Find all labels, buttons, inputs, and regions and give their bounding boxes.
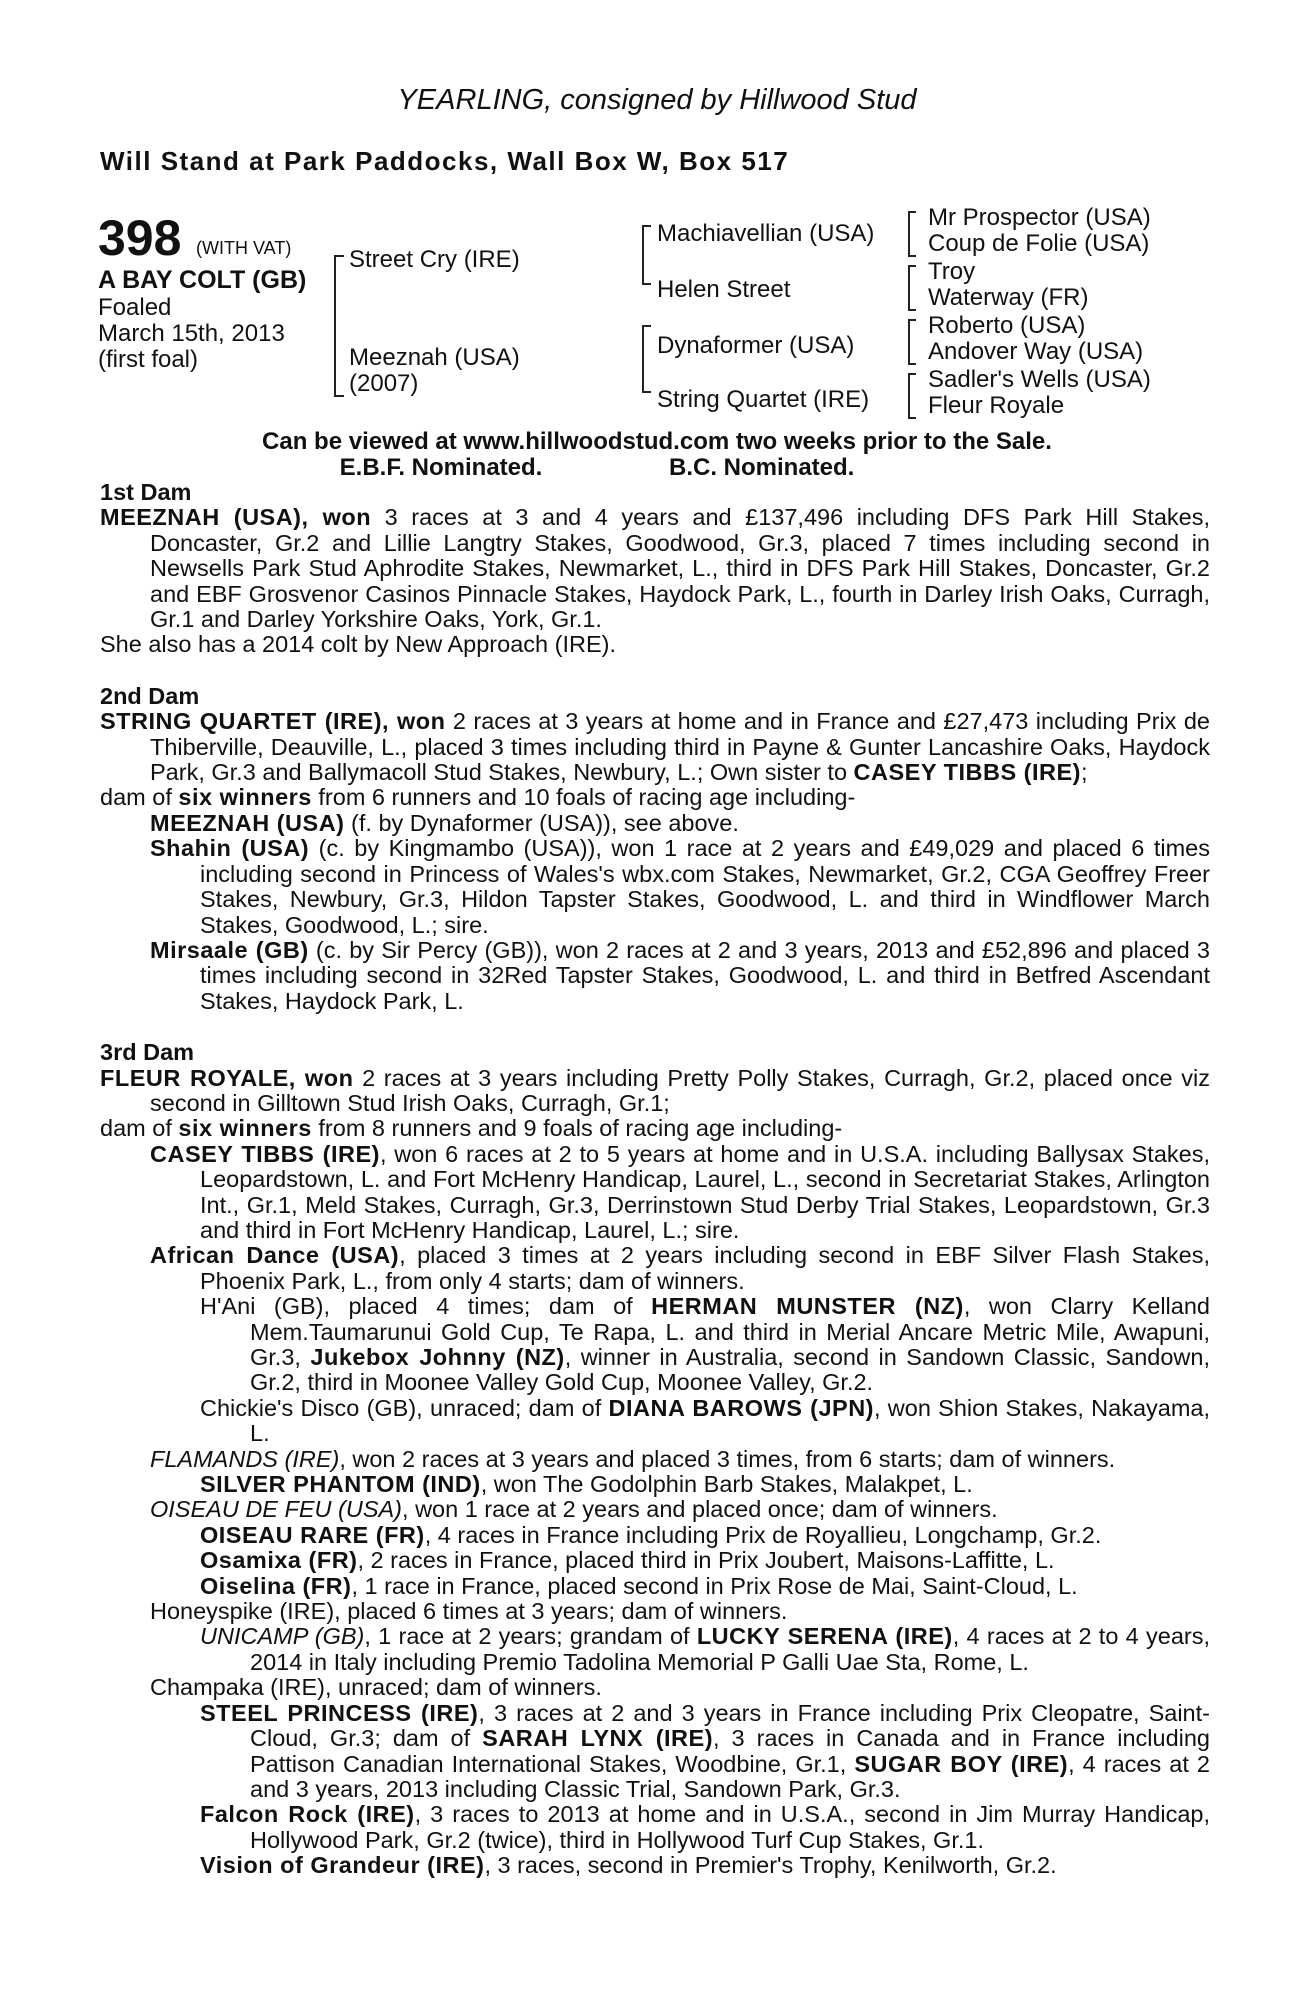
produce-text: , placed 3 times at 2 years including second in EBF Silver Flash Stakes, Phoenix Park, L., from only 4 starts; dam of winners. bbox=[200, 1242, 1211, 1294]
produce-text: , 3 races to 2013 at home and in U.S.A., second in Jim Murray Handicap, Hollywood Park, Gr.2 (twice), third in Hollywood Turf Cup Stakes, Gr.1. bbox=[250, 1801, 1210, 1853]
dam2-sister: CASEY TIBBS (IRE) bbox=[853, 759, 1081, 786]
produce-entry bbox=[100, 938, 1210, 1014]
produce-entry bbox=[100, 836, 1210, 938]
produce-text: (c. by Kingmambo (USA)), won 1 race at 2 years and £49,029 and placed 6 times including second in Princess of Wales's wbx.com Stakes, Newmarket, Gr.2, CGA Geoffrey Freer Stakes, Newbury, Gr.3, Hildon Tapster Stakes, Goodwood, L. and third in Windflower March Stakes, Goodwood, L.; sire. bbox=[200, 835, 1211, 938]
produce-text: Chickie's Disco (GB), unraced; dam of bbox=[200, 1394, 609, 1421]
produce-text: (c. by Sir Percy (GB)), won 2 races at 2 and 3 years, 2013 and £52,896 and placed 3 times including second in 32Red Tapster Stakes, Goodwood, L. and third in Betfred Ascendant Stakes, Haydock Park, L. bbox=[200, 936, 1210, 1014]
stand-location: Will Stand at Park Paddocks, Wall Box W, Box 517 bbox=[100, 146, 790, 176]
produce-text: , won Clarry Kelland Mem.Taumarunui Gold Cup, Te Rapa, L. and third in Merial Ancare Metric Mile, Awapuni, Gr.3, bbox=[250, 1293, 1210, 1370]
produce-entry bbox=[100, 1624, 1210, 1675]
produce-entry bbox=[100, 1294, 1210, 1396]
produce-text: , 4 races at 2 and 3 years, 2013 including Classic Trial, Sandown Park, Gr.3. bbox=[250, 1750, 1210, 1802]
lot-name: A BAY COLT (GB) bbox=[98, 266, 307, 294]
produce-entry bbox=[100, 1447, 1210, 1472]
produce-entry bbox=[100, 1802, 1210, 1853]
produce-name: STEEL PRINCESS (IRE) bbox=[200, 1699, 479, 1726]
produce-name: African Dance (USA) bbox=[150, 1242, 400, 1269]
dam1-text: 3 races at 3 and 4 years and £137,496 including DFS Park Hill Stakes, Doncaster, Gr.2 and Lillie Langtry Stakes, Goodwood, Gr.3, placed 7 times including second in Newsells Park Stud Aphrodite Stakes, Newmarket, L., third in DFS Park Hill Stakes, Doncaster, Gr.2 and EBF Grosvenor Casinos Pinnacle Stakes, Haydock Park, L., fourth in Darley Irish Oaks, Curragh, Gr.1 and Darley Yorkshire Oaks, York, Gr.1. bbox=[150, 504, 1210, 633]
dam2-paragraph bbox=[100, 709, 1210, 785]
produce-text: , 3 races, second in Premier's Trophy, Kenilworth, Gr.2. bbox=[484, 1852, 1057, 1879]
sale-header-title: YEARLING, consigned by Hillwood Stud bbox=[397, 84, 917, 116]
dam2-name: STRING QUARTET (IRE), won bbox=[100, 708, 446, 735]
produce-name: CASEY TIBBS (IRE) bbox=[150, 1140, 380, 1167]
produce-text: , won 6 races at 2 to 5 years at home and in U.S.A. including Ballysax Stakes, Leopardstown, L. and Fort McHenry Handicap, Laurel, L., second in Secretariat Stakes, Arlington Int., Gr.1, Meld Stakes, Curragh, Gr.3, Derrinstown Stud Derby Trial Stakes, Leopardstown, Gr.3 and third in Fort McHenry Handicap, Laurel, L.; sire. bbox=[200, 1140, 1210, 1243]
foaled-label: Foaled bbox=[98, 294, 172, 321]
produce-entry bbox=[100, 1472, 1210, 1497]
dam2-dam-of-bold: six winners bbox=[178, 784, 312, 811]
dam3-heading: 3rd Dam bbox=[100, 1039, 195, 1066]
dam-sire-sire: Roberto (USA) bbox=[928, 312, 1086, 339]
dam3-dam-of bbox=[100, 1116, 1210, 1141]
produce-text: , 3 races in Canada and in France including Pattison Canadian International Stakes, Woodbine, Gr.1, bbox=[250, 1725, 1211, 1777]
ebf-nominated: E.B.F. Nominated. bbox=[339, 454, 543, 481]
dam-dam-sire: Sadler's Wells (USA) bbox=[928, 366, 1151, 393]
produce-name: SARAH LYNX (IRE) bbox=[482, 1725, 714, 1752]
produce-name: DIANA BAROWS (JPN) bbox=[608, 1394, 874, 1421]
sire-dam-dam: Waterway (FR) bbox=[928, 284, 1089, 311]
dam3-name: FLEUR ROYALE, won bbox=[100, 1064, 354, 1091]
produce-entry bbox=[100, 1142, 1210, 1244]
pedigree-brace-1 bbox=[334, 255, 344, 397]
produce-name: UNICAMP (GB) bbox=[200, 1623, 365, 1650]
dam1-name: MEEZNAH (USA), won bbox=[100, 504, 372, 531]
dam-sire: Dynaformer (USA) bbox=[657, 332, 855, 359]
dam-dam: String Quartet (IRE) bbox=[657, 386, 870, 413]
produce-name: Oiselina (FR) bbox=[200, 1572, 352, 1599]
produce-name: Jukebox Johnny (NZ) bbox=[310, 1344, 565, 1370]
dam3-dam-of-bold: six winners bbox=[178, 1115, 312, 1142]
produce-entry bbox=[100, 1701, 1210, 1803]
produce-name: LUCKY SERENA (IRE) bbox=[696, 1623, 953, 1650]
dam3-text: 2 races at 3 years including Pretty Polly Stakes, Curragh, Gr.2, placed once viz second in Gilltown Stud Irish Oaks, Curragh, Gr.1; bbox=[150, 1064, 1210, 1116]
produce-entry bbox=[100, 1243, 1210, 1294]
nominations bbox=[0, 454, 1314, 482]
dam2-text: 2 races at 3 years at home and in France and £27,473 including Prix de Thiberville, Deauville, L., placed 3 times including third in Payne & Gunter Lancashire Oaks, Haydock Park, Gr.3 and Ballymacoll Stud Stakes, Newbury, L.; Own sister to bbox=[150, 708, 1210, 786]
dam3-dam-of-pre: dam of bbox=[100, 1115, 179, 1142]
produce-text: , winner in Australia, second in Sandown Classic, Sandown, Gr.2, third in Moonee Valley Gold Cup, Moonee Valley, Gr.2. bbox=[250, 1344, 1210, 1396]
produce-text: (f. by Dynaformer (USA)), see above. bbox=[344, 809, 739, 836]
pedigree-block bbox=[0, 205, 1314, 430]
produce-name: OISEAU RARE (FR) bbox=[200, 1521, 425, 1548]
produce-entry bbox=[100, 1574, 1210, 1599]
produce-entry bbox=[100, 1523, 1210, 1548]
dam2-dam-of bbox=[100, 785, 1210, 810]
dam3-dam-of-post: from 8 runners and 9 foals of racing age including- bbox=[311, 1115, 843, 1142]
sire-sire-sire: Mr Prospector (USA) bbox=[928, 204, 1151, 231]
produce-entry bbox=[100, 1396, 1210, 1447]
pedigree-brace-3a bbox=[908, 211, 916, 257]
produce-name: SILVER PHANTOM (IND) bbox=[200, 1471, 481, 1498]
dam-year: (2007) bbox=[349, 370, 419, 397]
pedigree-brace-3d bbox=[908, 373, 916, 419]
produce-text: , 3 races at 2 and 3 years in France including Prix Cleopatre, Saint-Cloud, Gr.3; dam of bbox=[250, 1699, 1210, 1752]
produce-text: , 4 races in France including Prix de Royallieu, Longchamp, Gr.2. bbox=[424, 1521, 1102, 1548]
pedigree-brace-3c bbox=[908, 319, 916, 365]
catalogue-body bbox=[100, 480, 1210, 1879]
sire-sire-dam: Coup de Folie (USA) bbox=[928, 230, 1150, 257]
produce-text: , 2 races in France, placed third in Prix Joubert, Maisons-Laffitte, L. bbox=[357, 1547, 1055, 1574]
produce-text: , won 1 race at 2 years and placed once; dam of winners. bbox=[402, 1496, 998, 1523]
produce-entry bbox=[100, 1497, 1210, 1522]
produce-text: , won The Godolphin Barb Stakes, Malakpet, L. bbox=[480, 1471, 973, 1498]
dam1-also: She also has a 2014 colt by New Approach (IRE). bbox=[100, 631, 616, 658]
produce-name: MEEZNAH (USA) bbox=[150, 809, 345, 836]
produce-entry bbox=[100, 1853, 1210, 1878]
sire-dam-sire: Troy bbox=[928, 258, 976, 285]
pedigree-brace-2a bbox=[642, 225, 651, 285]
dam2-heading: 2nd Dam bbox=[100, 682, 200, 709]
sire-dam: Helen Street bbox=[657, 276, 791, 303]
viewing-note: Can be viewed at www.hillwoodstud.com two weeks prior to the Sale. bbox=[262, 428, 1052, 455]
dam-dam-dam: Fleur Royale bbox=[928, 392, 1065, 419]
produce-name: Vision of Grandeur (IRE) bbox=[200, 1852, 485, 1879]
produce-entry bbox=[100, 811, 1210, 836]
produce-name: Shahin (USA) bbox=[150, 835, 310, 862]
produce-name: HERMAN MUNSTER (NZ) bbox=[651, 1293, 964, 1320]
dam1-heading: 1st Dam bbox=[100, 479, 192, 505]
produce-entry bbox=[100, 1548, 1210, 1573]
produce-name: OISEAU DE FEU (USA) bbox=[150, 1496, 403, 1523]
produce-entry: Champaka (IRE), unraced; dam of winners. bbox=[150, 1674, 602, 1701]
dam3-paragraph bbox=[100, 1066, 1210, 1117]
dam2-sister-end: ; bbox=[1080, 759, 1088, 786]
dam-sire-dam: Andover Way (USA) bbox=[928, 338, 1144, 365]
lot-number: 398 bbox=[98, 210, 182, 266]
dam: Meeznah (USA) bbox=[349, 344, 520, 371]
produce-text: , 1 race in France, placed second in Prix Rose de Mai, Saint-Cloud, L. bbox=[351, 1572, 1078, 1599]
dam2-dam-of-pre: dam of bbox=[100, 784, 179, 811]
produce-name: Falcon Rock (IRE) bbox=[200, 1801, 415, 1828]
bc-nominated: B.C. Nominated. bbox=[669, 454, 855, 481]
produce-name: FLAMANDS (IRE) bbox=[150, 1445, 340, 1472]
lot-vat: (WITH VAT) bbox=[196, 238, 292, 258]
dam2-dam-of-post: from 6 runners and 10 foals of racing age including- bbox=[311, 784, 856, 811]
produce-name: Osamixa (FR) bbox=[200, 1547, 358, 1574]
pedigree-brace-2b bbox=[642, 325, 651, 393]
dam1-paragraph bbox=[100, 505, 1210, 632]
produce-name: SUGAR BOY (IRE) bbox=[854, 1750, 1069, 1777]
sire-sire: Machiavellian (USA) bbox=[657, 220, 875, 247]
produce-text: , 1 race at 2 years; grandam of bbox=[364, 1623, 697, 1650]
produce-text: , won 2 races at 3 years and placed 3 times, from 6 starts; dam of winners. bbox=[339, 1445, 1116, 1472]
pedigree-brace-3b bbox=[908, 265, 916, 311]
produce-text: , 4 races at 2 to 4 years, 2014 in Italy including Premio Tadolina Memorial P Galli Uae Sta, Rome, L. bbox=[250, 1623, 1210, 1675]
produce-text: H'Ani (GB), placed 4 times; dam of bbox=[200, 1293, 652, 1320]
produce-name: Mirsaale (GB) bbox=[150, 936, 309, 963]
sire: Street Cry (IRE) bbox=[349, 246, 520, 273]
produce-text: , won Shion Stakes, Nakayama, L. bbox=[250, 1394, 1211, 1447]
foaled-date: March 15th, 2013 bbox=[98, 320, 285, 347]
produce-entry: Honeyspike (IRE), placed 6 times at 3 years; dam of winners. bbox=[150, 1598, 788, 1625]
first-foal-note: (first foal) bbox=[98, 346, 199, 373]
